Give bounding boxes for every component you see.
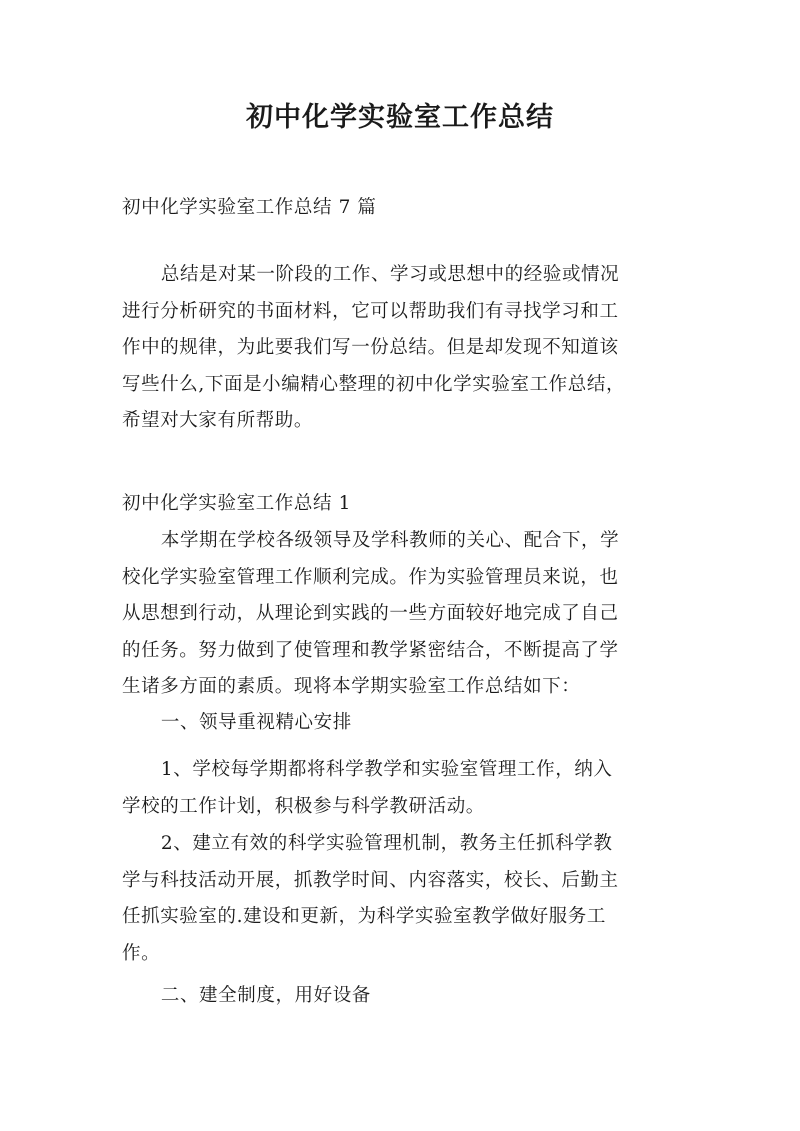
section1-line: 生诸多方面的素质。现将本学期实验室工作总结如下：: [122, 676, 581, 697]
item1-line: 1、学校每学期都将科学教学和实验室管理工作，纳入: [160, 759, 613, 780]
section1-line: 从思想到行动，从理论到实践的一些方面较好地完成了自己: [122, 603, 619, 624]
item1-line: 学校的工作计划，积极参与科学教研活动。: [122, 795, 485, 817]
intro-line: 希望对大家有所帮助。: [122, 410, 314, 431]
point2-heading: 二、建全制度，用好设备: [160, 985, 371, 1006]
intro-paragraph: [122, 257, 682, 440]
section1-line: 本学期在学校各级领导及学科教师的关心、配合下，学: [160, 530, 620, 551]
document-subtitle: 初中化学实验室工作总结 7 篇: [122, 197, 377, 218]
item2-paragraph: [122, 826, 682, 972]
point1-heading: 一、领导重视精心安排: [160, 712, 352, 733]
item2-line: 2、建立有效的科学实验管理机制，教务主任抓科学教: [160, 833, 613, 854]
item1-paragraph: [122, 752, 682, 825]
section1-paragraph: [122, 523, 682, 706]
section1-heading: 初中化学实验室工作总结 1: [122, 493, 351, 514]
item2-line: 学与科技活动开展，抓教学时间、内容落实，校长、后勤主: [122, 869, 619, 891]
section1-line: 的任务。努力做到了使管理和教学紧密结合，不断提高了学: [122, 639, 619, 661]
item2-line: 任抓实验室的.建设和更新，为科学实验室教学做好服务工: [122, 906, 606, 927]
item2-line: 作。: [122, 942, 161, 964]
intro-line: 写些什么,下面是小编精心整理的初中化学实验室工作总结，: [122, 373, 626, 395]
document-title: 初中化学实验室工作总结: [246, 102, 554, 133]
intro-line: 作中的规律，为此要我们写一份总结。但是却发现不知道该: [122, 337, 619, 358]
intro-line: 进行分析研究的书面材料，它可以帮助我们有寻找学习和工: [122, 300, 619, 322]
intro-line: 总结是对某一阶段的工作、学习或思想中的经验或情况: [160, 264, 620, 285]
section1-line: 校化学实验室管理工作顺利完成。作为实验管理员来说，也: [122, 566, 619, 588]
